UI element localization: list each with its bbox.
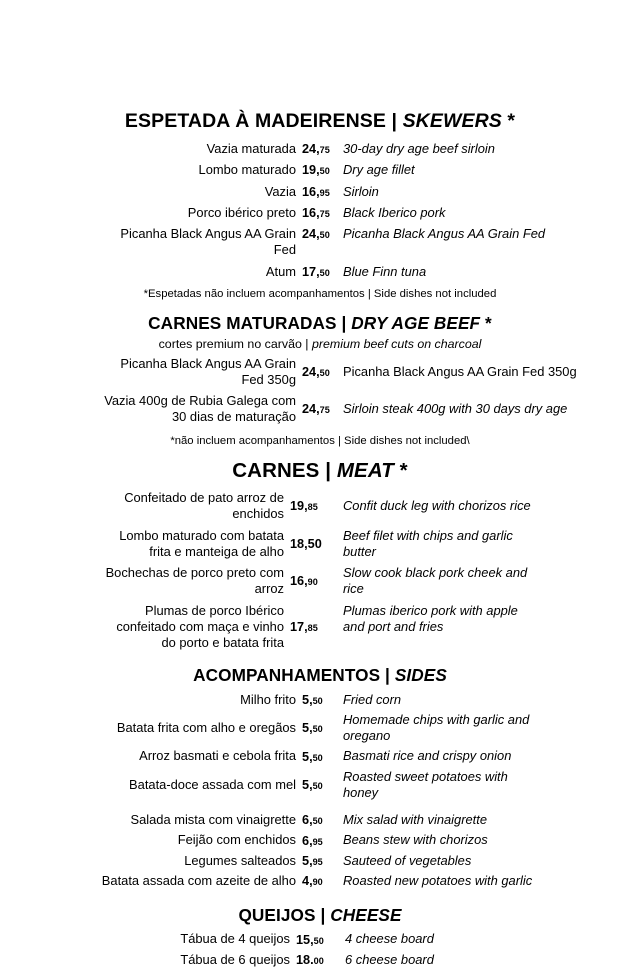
section-heading-star: *	[480, 313, 492, 334]
item-price-euros: 24	[302, 401, 317, 416]
section-subtitle-en: premium beef cuts on charcoal	[311, 336, 482, 351]
item-price-euros: 6	[302, 813, 310, 828]
menu-section-dry-age-beef	[0, 313, 640, 448]
item-price-euros: 5	[302, 853, 310, 868]
item-name-pt: Batata assada com azeite de alho	[101, 872, 296, 888]
menu-item-row	[0, 184, 640, 200]
item-price-cents: 50	[307, 536, 322, 551]
item-price-euros: 16	[302, 184, 317, 199]
item-price: 18,50	[290, 536, 322, 551]
item-name-pt: Confeitado de pato arroz de enchidos	[124, 490, 284, 522]
item-name-pt: Batata-doce assada com mel	[129, 776, 296, 792]
item-name-pt: Vazia maturada	[206, 141, 296, 156]
menu-items-skewers	[0, 141, 640, 280]
menu-items-dry-age-beef	[0, 356, 640, 425]
item-price-euros: 5	[302, 777, 310, 792]
item-price-cents: 95	[312, 836, 323, 847]
item-name-en: Basmati rice and crispy onion	[343, 748, 512, 764]
item-price-euros: 5	[302, 692, 310, 707]
item-name-en: Blue Finn tuna	[343, 263, 427, 279]
menu-item-row	[0, 812, 640, 828]
menu-item-row	[0, 692, 640, 708]
menu-item-row	[0, 712, 640, 745]
item-price-cents: 75	[319, 404, 330, 415]
section-note-dry-age-beef: *não incluem acompanhamentos | Side dishes not included\	[170, 435, 470, 448]
section-subtitle-separator: |	[301, 336, 312, 351]
section-heading-cheese	[0, 905, 640, 925]
item-name-pt: Vazia 400g de Rubia Galega com 30 dias de maturação	[104, 392, 296, 424]
item-price-euros: 24	[302, 365, 317, 380]
menu-item-row	[0, 356, 640, 389]
item-name-en: Mix salad with vinaigrette	[343, 812, 488, 828]
section-heading-pt: CARNES MATURADAS	[148, 313, 337, 334]
item-price-euros: 24	[302, 227, 317, 241]
item-price: 16,90	[290, 574, 318, 589]
item-name-en: Beans stew with chorizos	[343, 832, 488, 848]
item-name-en: Roasted new potatoes with garlic	[343, 872, 533, 888]
section-heading-skewers	[0, 110, 640, 133]
item-price-cents: 95	[319, 187, 330, 198]
item-price-euros: 5	[302, 721, 310, 736]
item-name-pt: Batata frita com alho e oregãos	[116, 720, 296, 735]
section-heading-en: SIDES	[394, 665, 447, 686]
item-name-pt: Feijão com enchidos	[177, 832, 296, 848]
item-price-separator: .	[310, 952, 314, 967]
section-note-skewers: *Espetadas não incluem acompanhamentos | Side dishes not included	[143, 287, 497, 300]
menu-section-meat	[0, 459, 640, 651]
item-price: 16,95	[302, 184, 330, 199]
menu-item-row	[0, 748, 640, 764]
item-price: 5,95	[302, 853, 323, 868]
item-name-en: Picanha Black Angus AA Grain Fed	[343, 226, 546, 241]
section-subtitle-dry-age-beef	[0, 337, 640, 353]
item-price-cents: 50	[319, 230, 330, 240]
item-price: 17,50	[302, 264, 330, 279]
item-price-euros: 19	[302, 163, 317, 178]
menu-item-row	[0, 162, 640, 178]
menu-items-sides	[0, 692, 640, 890]
item-price: 5,50	[302, 777, 323, 792]
menu-items-meat	[0, 490, 640, 651]
menu-section-cheese	[0, 905, 640, 968]
menu-item-row	[0, 264, 640, 280]
section-heading-en: CHEESE	[330, 905, 402, 926]
item-name-en: Beef filet with chips and garlic butter	[343, 527, 513, 559]
item-price: 6,50	[302, 813, 323, 828]
item-name-en: Sirloin	[343, 183, 379, 199]
item-price: 19,85	[290, 499, 318, 514]
section-heading-separator: |	[315, 905, 331, 926]
section-heading-separator: |	[319, 458, 337, 482]
item-name-pt: Legumes salteados	[184, 852, 296, 868]
item-price-euros: 15	[296, 932, 311, 947]
section-heading-pt: QUEIJOS	[238, 905, 316, 926]
menu-item-row	[0, 490, 640, 523]
item-price: 17,85	[290, 619, 318, 634]
section-heading-star: *	[501, 110, 516, 132]
item-price-euros: 18	[290, 536, 305, 551]
menu-item-row	[0, 565, 640, 598]
menu-item-row	[0, 769, 640, 802]
item-name-pt: Tábua de 4 queijos	[180, 931, 290, 947]
item-name-en: Fried corn	[343, 691, 402, 707]
item-price: 24,50	[302, 227, 330, 241]
item-price-euros: 5	[302, 749, 310, 764]
menu-section-sides	[0, 665, 640, 889]
item-name-pt: Lombo maturado com batata frita e manteiga de alho	[119, 527, 284, 559]
item-price-cents: 50	[319, 267, 330, 278]
item-name-pt: Tábua de 6 queijos	[180, 951, 290, 967]
section-subtitle-pt: cortes premium no carvão	[158, 336, 302, 351]
menu-item-row	[0, 832, 640, 848]
item-price: 24,75	[302, 401, 330, 416]
item-name-en: Black Iberico pork	[343, 204, 446, 220]
item-price-cents: 50	[312, 695, 323, 706]
item-price-euros: 4	[302, 874, 310, 888]
menu-item-row	[0, 952, 640, 968]
item-name-pt: Picanha Black Angus AA Grain Fed	[120, 226, 296, 258]
item-name-pt: Milho frito	[240, 691, 296, 707]
item-name-pt: Vazia	[264, 183, 296, 199]
item-price-euros: 24	[302, 142, 317, 157]
item-price-cents: 90	[307, 577, 318, 588]
item-price-euros: 19	[290, 499, 305, 514]
menu-item-row	[0, 226, 640, 259]
item-price: 5,50	[302, 721, 323, 736]
item-price-cents: 75	[319, 208, 330, 219]
item-price-euros: 17	[290, 619, 305, 634]
item-price-cents: 00	[313, 955, 324, 966]
item-price-cents: 50	[312, 724, 323, 735]
item-name-pt: Salada mista com vinaigrette	[130, 812, 296, 828]
item-name-en: Homemade chips with garlic and oregano	[343, 711, 530, 744]
menu-item-row	[0, 853, 640, 869]
item-price: 5,50	[302, 692, 323, 707]
item-name-pt: Porco ibérico preto	[187, 204, 296, 220]
item-price: 19,50	[302, 163, 330, 178]
menu-item-row	[0, 603, 640, 652]
menu-item-row	[0, 528, 640, 561]
section-heading-en: MEAT	[336, 458, 394, 482]
item-name-en: Plumas iberico pork with apple and port and fries	[343, 602, 518, 634]
menu-item-row	[0, 205, 640, 221]
menu-items-cheese	[0, 931, 640, 968]
item-name-en: Roasted sweet potatoes with honey	[343, 768, 508, 800]
item-price	[296, 952, 344, 968]
item-price-cents: 50	[319, 368, 330, 379]
item-price-cents: 50	[313, 935, 324, 946]
menu-item-row	[0, 393, 640, 426]
section-heading-separator: |	[385, 110, 403, 132]
item-price-euros: 6	[302, 833, 310, 848]
section-heading-star: *	[393, 458, 408, 482]
item-price: 15,50	[296, 932, 324, 947]
menu-item-row	[0, 931, 640, 947]
item-name-en: Sauteed of vegetables	[343, 852, 472, 868]
item-price-cents: 50	[319, 166, 330, 177]
section-heading-separator: |	[380, 665, 395, 686]
menu-item-row	[0, 873, 640, 889]
item-price-cents: 85	[307, 502, 318, 513]
section-heading-pt: ESPETADA À MADEIRENSE	[124, 110, 386, 132]
section-heading-meat	[0, 459, 640, 483]
item-name-pt: Lombo maturado	[198, 162, 296, 178]
menu-item-row	[0, 141, 640, 157]
item-name-pt: Atum	[265, 263, 296, 279]
item-price: 16,75	[302, 205, 330, 220]
section-heading-dry-age-beef	[0, 313, 640, 333]
section-heading-en: SKEWERS	[402, 110, 502, 132]
item-price-cents: 50	[312, 780, 323, 791]
item-price: 4,90	[302, 874, 323, 888]
section-heading-sides	[0, 665, 640, 685]
item-name-pt: Bochechas de porco preto com arroz	[105, 565, 284, 597]
item-price-cents: 90	[312, 877, 323, 887]
item-price-euros: 18	[296, 952, 311, 967]
item-price: 5,50	[302, 749, 323, 764]
menu-section-skewers	[0, 110, 640, 301]
item-name-en: Picanha Black Angus AA Grain Fed 350g	[343, 364, 577, 380]
section-heading-en: DRY AGE BEEF	[351, 313, 481, 334]
item-name-en: Confit duck leg with chorizos rice	[343, 498, 531, 514]
item-price-cents: 50	[312, 816, 323, 827]
section-heading-separator: |	[336, 313, 352, 334]
item-price-cents: 50	[312, 752, 323, 763]
item-name-en: 6 cheese board	[345, 951, 434, 967]
item-name-en: 30-day dry age beef sirloin	[343, 141, 495, 156]
item-price: 24,50	[302, 365, 330, 380]
item-name-en: Slow cook black pork cheek and rice	[343, 565, 528, 597]
item-price-euros: 17	[302, 264, 317, 279]
item-price: 6,95	[302, 833, 323, 848]
item-name-en: Dry age fillet	[343, 162, 415, 178]
item-name-pt: Plumas de porco Ibérico confeitado com maça e vinho do porto e batata frita	[116, 602, 284, 651]
item-price: 24,75	[302, 142, 330, 157]
item-price-cents: 75	[319, 145, 330, 156]
item-price-euros: 16	[290, 574, 305, 589]
section-heading-pt: CARNES	[232, 458, 320, 482]
item-name-en: 4 cheese board	[345, 931, 434, 947]
menu-content	[0, 110, 640, 968]
item-price-euros: 16	[302, 205, 317, 220]
item-price-cents: 95	[312, 856, 323, 867]
item-name-pt: Picanha Black Angus AA Grain Fed 350g	[120, 356, 296, 388]
item-name-en: Sirloin steak 400g with 30 days dry age	[343, 400, 568, 416]
item-price-cents: 85	[307, 622, 318, 633]
section-heading-pt: ACOMPANHAMENTOS	[193, 665, 381, 686]
item-name-pt: Arroz basmati e cebola frita	[139, 748, 296, 764]
